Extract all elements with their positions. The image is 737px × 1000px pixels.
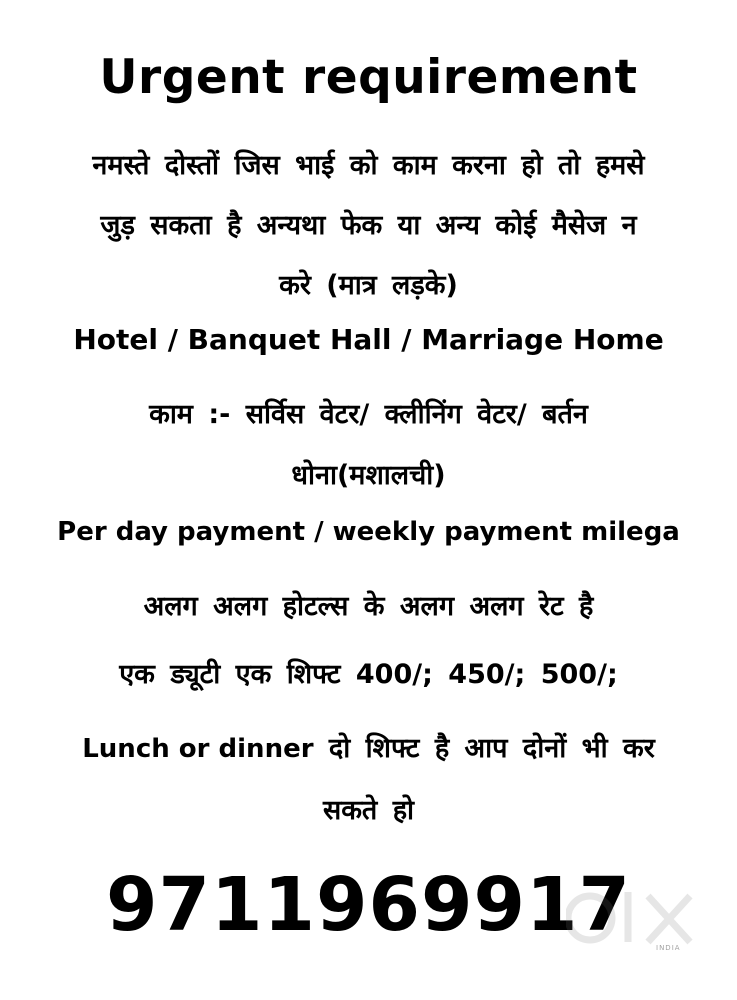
- work-line-1: काम :- सर्विस वेटर/ क्लीनिंग वेटर/ बर्तन: [149, 399, 588, 430]
- shift-line-1-en: Lunch or dinner: [82, 734, 314, 764]
- payment-line: Per day payment / weekly payment milega: [57, 517, 680, 547]
- olx-watermark-logo: [566, 880, 706, 960]
- shift-line-1: [0, 728, 737, 765]
- shift-line-1-hi: दो शिफ्ट है आप दोनों भी कर: [313, 733, 655, 764]
- work-line-2: धोना(मशालची): [291, 460, 446, 491]
- phone-number: 9711969917: [106, 862, 631, 948]
- page-title: Urgent requirement: [99, 50, 638, 105]
- olx-watermark-sub: INDIA: [656, 944, 681, 952]
- intro-line-2: जुड़ सकता है अन्यथा फेक या अन्य कोई मैसेज न: [100, 210, 637, 241]
- shift-rates-line: एक ड्यूटी एक शिफ्ट 400/; 450/; 500/;: [119, 659, 618, 690]
- intro-line-3: करे (मात्र लड़के): [279, 270, 458, 301]
- rates-note-line: अलग अलग होटल्स के अलग अलग रेट है: [143, 591, 594, 622]
- shift-line-2: सकते हो: [322, 795, 415, 826]
- intro-line-1: नमस्ते दोस्तों जिस भाई को काम करना हो तो हमसे: [92, 150, 645, 181]
- venues-line: Hotel / Banquet Hall / Marriage Home: [73, 323, 664, 356]
